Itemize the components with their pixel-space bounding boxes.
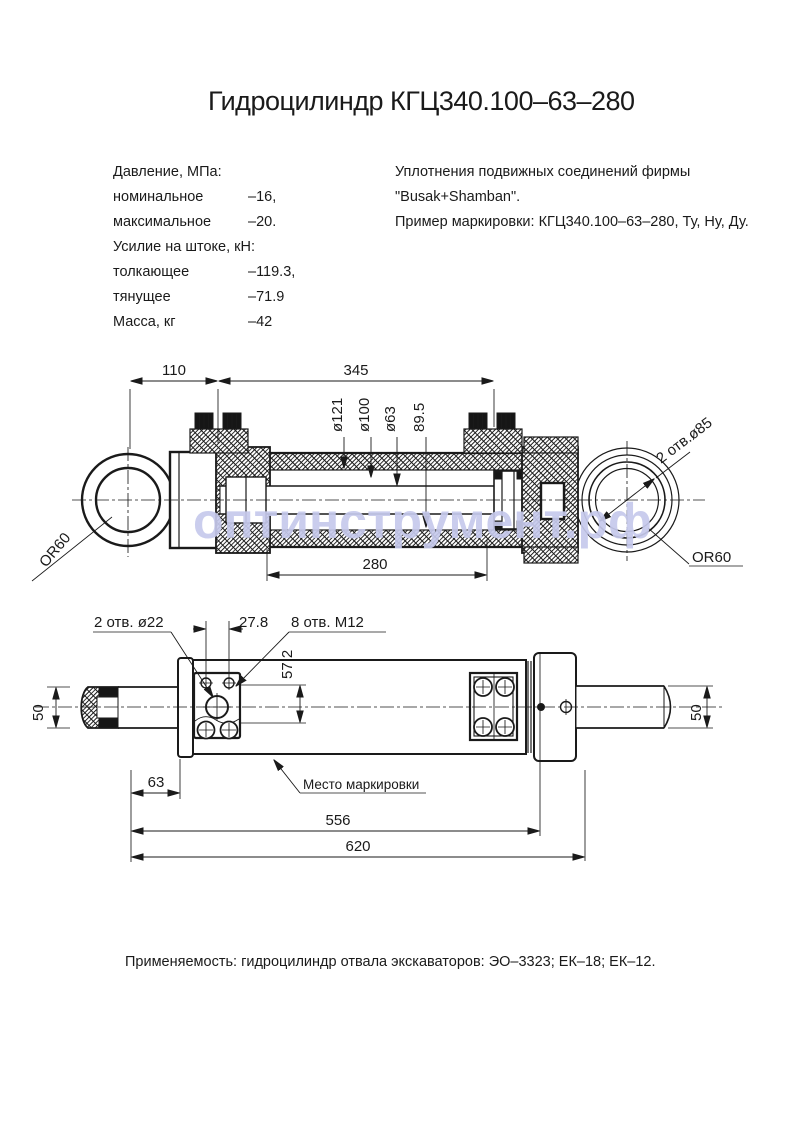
port-bolt (469, 413, 487, 429)
spec-label: Давление, МПа: (113, 164, 222, 180)
dim-89-5: 89.5 (411, 402, 428, 432)
spec-label: Усилие на штоке, кН: (113, 239, 255, 255)
dim-holes-85: 2 отв.ø85 (653, 414, 716, 468)
plan-view-drawing (35, 653, 722, 761)
dim-or60-left: OR60 (36, 529, 75, 571)
watermark: оптинструмент.рф (193, 493, 652, 549)
dim-dia121: ø121 (329, 397, 346, 432)
dim-27-8: 27.8 (239, 614, 269, 631)
dim-or60-right: OR60 (692, 549, 732, 566)
application-note: Применяемость: гидроцилиндр отвала экскаваторов: ЭО–3323; ЕК–18; ЕК–12. (125, 954, 656, 970)
page-title: Гидроцилиндр КГЦ340.100–63–280 (208, 86, 635, 116)
seal-note-line: "Busak+Shamban". (395, 189, 521, 205)
spec-label: номинальное (113, 189, 204, 205)
dim-dia63: ø63 (382, 406, 399, 432)
dim-holes-m12: 8 отв. М12 (291, 614, 364, 631)
dim-345: 345 (343, 362, 369, 379)
seal-note-line: Уплотнения подвижных соединений фирмы (395, 164, 691, 180)
dim-620: 620 (345, 838, 371, 855)
dim-holes-22: 2 отв. ø22 (94, 614, 164, 631)
spec-value: –16, (248, 189, 277, 205)
spec-label: тянущее (113, 289, 171, 305)
dim-50-right: 50 (688, 704, 705, 721)
dim-556: 556 (325, 812, 351, 829)
spec-value: –119.3, (248, 264, 296, 280)
gland-bolt (223, 413, 241, 429)
spec-value: –71.9 (248, 289, 285, 305)
spec-value: –20. (248, 214, 277, 230)
seal-note-line: Пример маркировки: КГЦ340.100–63–280, Ту, Ну, Ду. (395, 214, 749, 230)
marking-label: Место маркировки (303, 777, 420, 792)
spec-label: максимальное (113, 214, 212, 230)
spec-label: Масса, кг (113, 314, 176, 330)
gland-bolt (195, 413, 213, 429)
dim-dia100: ø100 (356, 397, 373, 432)
dim-280: 280 (362, 556, 388, 573)
port-bolt (497, 413, 515, 429)
dim-63: 63 (147, 774, 165, 791)
dim-50-left: 50 (30, 704, 47, 721)
dim-110: 110 (162, 362, 186, 379)
dim-57-2: 57.2 (279, 649, 296, 679)
spec-label: толкающее (113, 264, 190, 280)
spec-value: –42 (248, 314, 273, 330)
